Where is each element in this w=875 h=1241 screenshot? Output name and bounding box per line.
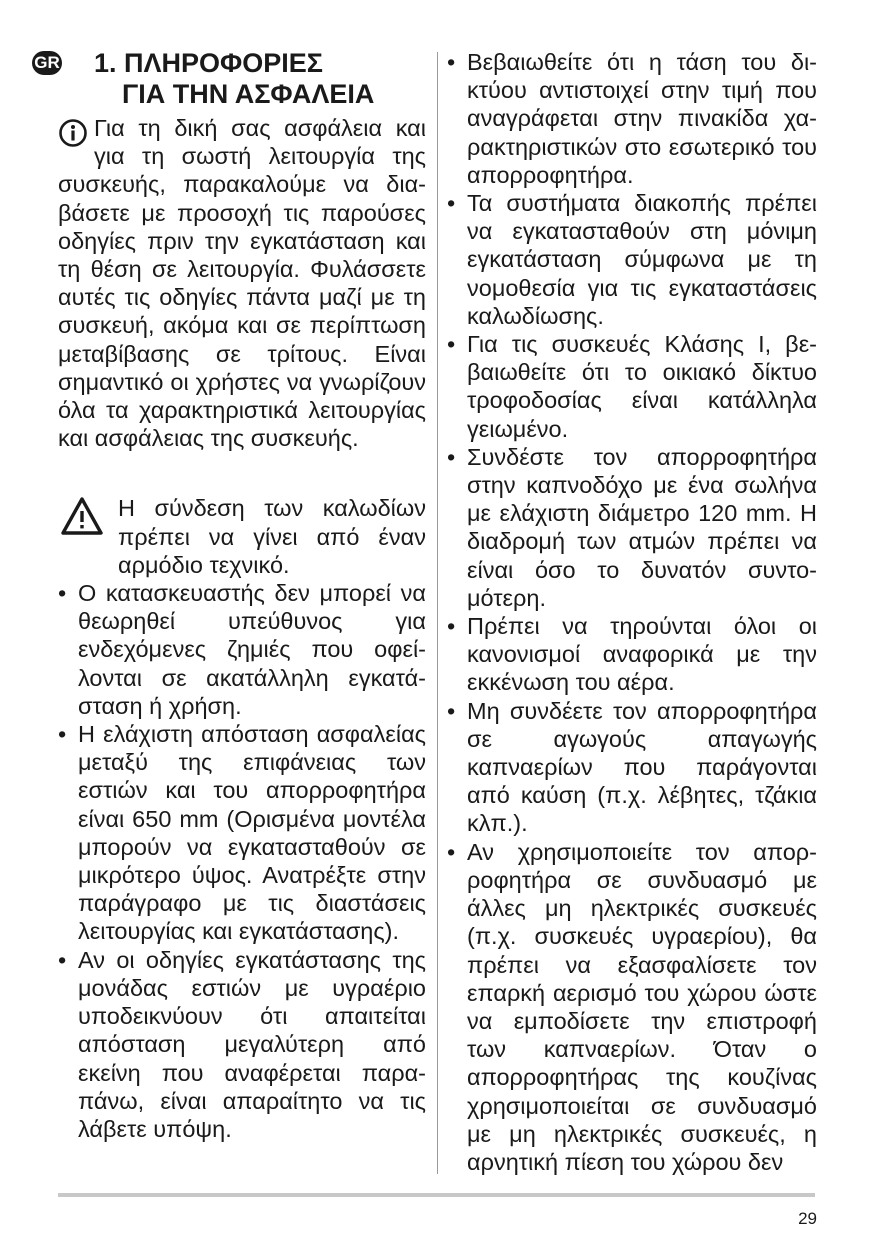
list-item: • Βεβαιωθείτε ότι η τάση του δικτύου αντιστοιχεί στην τιμή που αναγράφεται στην πινακίδα χαρακτηριστικών στο εσωτερικό του απορροφητήρα. [447, 48, 817, 189]
warning-text: Η σύνδεση των καλωδίων πρέπει να γίνει από έναν αρμόδιο τεχνικό. [118, 495, 426, 578]
right-bullet-list [447, 48, 817, 1176]
column-divider [437, 52, 438, 1174]
list-item: • Μη συνδέετε τον απορροφητήρα σε αγωγούς απαγωγής καπναερίων που παράγονται από καύση (π.χ. λέβητες, τζάκια κλπ.). [447, 697, 817, 838]
list-item: • Τα συστήματα διακοπής πρέπει να εγκατασταθούν στη μόνιμη εγκατάσταση σύμφωνα με τη νομοθεσία για τις εγκαταστάσεις καλωδίωσης. [447, 189, 817, 330]
list-item: • Συνδέστε τον απορροφητήρα στην καπνοδόχο με ένα σωλήνα με ελάχιστη διάμετρο 120 mm. Η διαδρομή των ατμών πρέπει να είναι όσο το δυνατόν συντομότερη. [447, 443, 817, 612]
page-number: 29 [798, 1209, 817, 1228]
list-item: • Αν χρησιμοποιείτε τον απορροφητήρα σε συνδυασμό με άλλες μη ηλεκτρικές συσκευές (π.χ. συσκευές υγραερίου), θα πρέπει να εξασφαλίσετε τον επαρκή αερισμό του χώρου ώστε να εμποδίσετε την επιστροφή των καπναερίων. Όταν ο απορροφητήρας της κουζίνας χρησιμοποιείται σε συνδυασμό με μη ηλεκτρικές συσκευές, η αρνητική πίεση του χώρου δεν [447, 838, 817, 1176]
intro-paragraph [58, 114, 426, 452]
warning-triangle-icon [60, 496, 104, 536]
left-bullet-list [58, 579, 426, 1143]
list-item: • Πρέπει να τηρούνται όλοι οι κανονισμοί αναφορικά με την εκκένωση του αέρα. [447, 612, 817, 697]
list-item: • Για τις συσκευές Κλάσης I, βεβαιωθείτε ότι το οικιακό δίκτυο τροφοδοσίας είναι κατάλληλα γειωμένο. [447, 330, 817, 443]
list-item: • Αν οι οδηγίες εγκατάστασης της μονάδας εστιών με υγραέριο υποδεικνύουν ότι απαιτείται απόσταση μεγαλύτερη από εκείνη που αναφέρεται παραπάνω, είναι απαραίτητο να τις λάβετε υπόψη. [58, 946, 426, 1143]
footer-rule [58, 1193, 815, 1197]
right-column [447, 48, 817, 1176]
intro-text: Για τη δική σας ασφάλεια και για τη σωστή λειτουργία της συσκευής, παρακαλούμε να διαβάσετε με προσοχή τις παρούσες οδηγίες πριν την εγκατάσταση και τη θέση σε λειτουργία. Φυλάσσετε αυτές τις οδηγίες πάντα μαζί με τη συσκευή, ακόμα και σε περίπτωση μεταβίβασης σε τρίτους. Είναι σημαντικό οι χρήστες να γνωρίζουν όλα τα χαρακτηριστικά λειτουργίας και ασφάλειας της συσκευής. [58, 115, 426, 452]
list-item: • Ο κατασκευαστής δεν μπορεί να θεωρηθεί υπεύθυνος για ενδεχόμενες ζημιές που οφείλονται σε ακατάλληλη εγκατάσταση ή χρήση. [58, 579, 426, 720]
warning-block [58, 494, 426, 579]
list-item: • Η ελάχιστη απόσταση ασφαλείας μεταξύ της επιφάνειας των εστιών και του απορροφητήρα είναι 650 mm (Ορισμένα μοντέλα μπορούν να εγκατασταθούν σε μικρότερο ύψος. Ανατρέξτε στην παράγραφο με τις διαστάσεις λειτουργίας και εγκατάστασης). [58, 720, 426, 946]
language-badge: GR [32, 51, 62, 75]
left-column [34, 48, 426, 1143]
heading-line-1: 1. ΠΛΗΡΟΦΟΡΙΕΣ [94, 48, 323, 78]
heading-line-2: ΓΙΑ ΤΗΝ ΑΣΦΑΛΕΙΑ [122, 79, 375, 109]
section-heading [34, 48, 426, 110]
info-icon [58, 118, 88, 148]
